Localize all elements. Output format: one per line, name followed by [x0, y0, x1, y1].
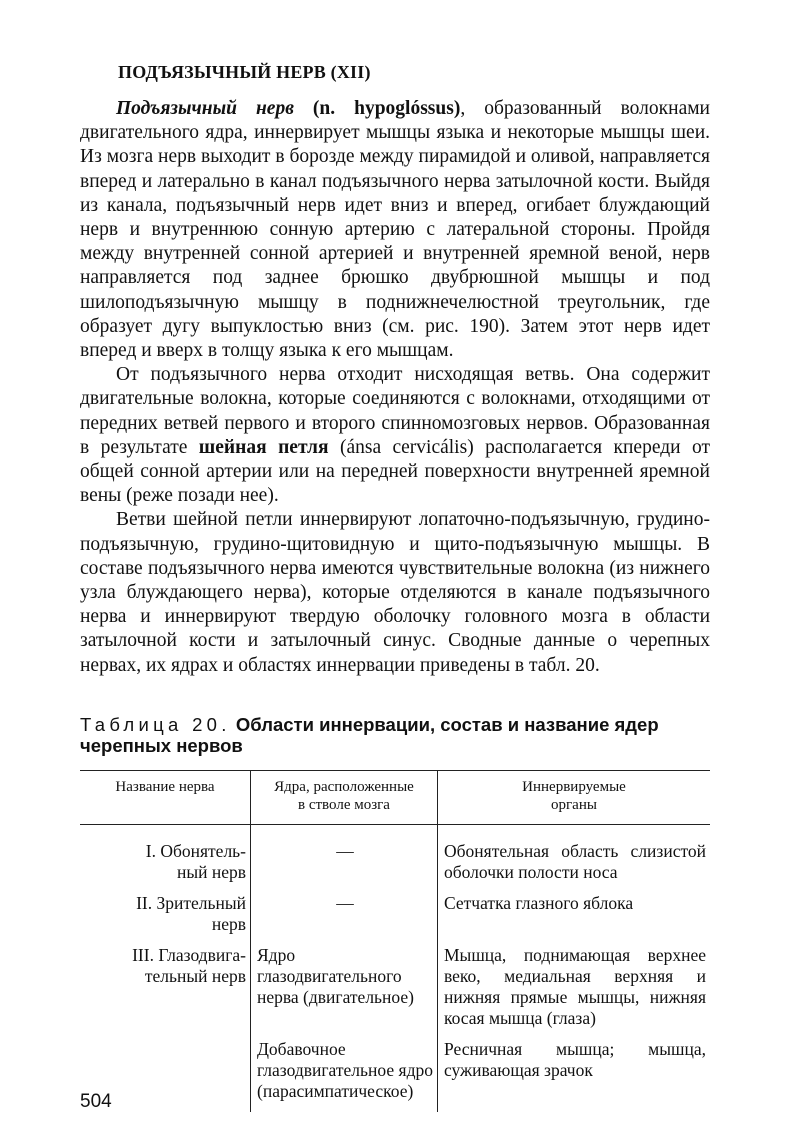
cell-organs: Обонятельная область слизистой оболочки полости носа [444, 840, 706, 882]
header-nuclei-line1: Ядра, расположенные [274, 778, 414, 795]
page-content [80, 62, 710, 1112]
header-nuclei [251, 770, 438, 824]
nerve-name-line2: нерв [211, 913, 246, 934]
paragraph-1 [80, 97, 710, 363]
table-row [80, 893, 710, 945]
nerve-name-line1: III. Глазодвига- [132, 944, 246, 965]
nerve-name-line2: ный нерв [176, 861, 246, 882]
cell-organs: Ресничная мышца; мышца, суживающая зрачок [444, 1038, 706, 1080]
paragraph-2-text-before: От подъязычного нерва отходит нисходящая ветвь. Она содержит двигательные волокна, которые соединяются с волокнами, отходящими от передних ветвей первого и второго спинномозговых нервов. Образованная в результате [80, 364, 710, 458]
cell-nerve-name [80, 945, 251, 1039]
table-caption-label: Таблица 20. [80, 713, 231, 735]
paragraph-1-text: , образованный волокнами двигательного ядра, иннервирует мышцы языка и некоторые мышцы шеи. Из мозга нерв выходит в борозде между пирамидой и оливой, направляется вперед и латерально в канал подъязычного нерва затылочной кости. Выйдя из канала, подъязычный нерв идет вниз и вперед, огибает блуждающий нерв и внутреннюю сонную артерию с латеральной стороны. Пройдя между внутренней сонной артерией и внутренней яремной веной, нерв направляется под заднее брюшко двубрюшной мышцы и под шилоподъязычную мышцу в поднижнечелюстной треугольник, где образует дугу выпуклостью вниз (см. рис. 190). Затем этот нерв идет вперед и вверх в толщу языка к его мышцам. [80, 98, 710, 362]
paragraph-2 [80, 363, 710, 508]
cell-organs: Сетчатка глазного яблока [444, 892, 634, 913]
header-nuclei-line2: в стволе мозга [298, 796, 390, 813]
cell-nerve-name [80, 893, 251, 945]
latin-term-hypoglossus: (n. hypoglóssus) [312, 98, 461, 119]
cell-organs: Мышца, поднимающая верхнее веко, медиальная верхняя и нижняя прямые мышцы, нижняя косая мышца (глаза) [444, 944, 706, 1028]
table-row [80, 824, 710, 893]
table-row [80, 945, 710, 1039]
term-hypoglossal-nerve: Подъязычный нерв [116, 98, 294, 119]
table-header-row [80, 770, 710, 824]
nerve-name-line1: I. Обонятель- [145, 840, 246, 861]
page-number: 504 [80, 1091, 112, 1112]
cell-nuclei: — [251, 824, 438, 893]
term-ansa-cervicalis: шейная петля [198, 436, 329, 458]
header-organs [438, 770, 711, 824]
table-row [80, 1039, 710, 1112]
cell-nuclei: — [251, 893, 438, 945]
cranial-nerves-table [80, 770, 710, 1112]
cell-nuclei: Ядро глазодвигательного нерва (двигательное) [251, 945, 438, 1039]
header-organs-line1: Иннервируемые [522, 778, 626, 795]
cell-nerve-name [80, 824, 251, 893]
section-heading: ПОДЪЯЗЫЧНЫЙ НЕРВ (XII) [118, 62, 371, 82]
header-organs-line2: органы [551, 796, 597, 813]
nerve-name-line2: тельный нерв [144, 965, 246, 986]
table-caption [80, 714, 710, 756]
paragraph-2-text-after: (ánsa cervicális) располагается кпереди от общей сонной артерии или на передней поверхности внутренней яремной вены (реже позади нее). [80, 436, 710, 507]
cell-nuclei: Добавочное глазодвигательное ядро (парасимпатическое) [251, 1039, 438, 1112]
nerve-name-line1: II. Зрительный [136, 892, 246, 913]
paragraph-3: Ветви шейной петли иннервируют лопаточно-подъязычную, грудино-подъязычную, грудино-щитовидную и щито-подъязычную мышцы. В составе подъязычного нерва имеются чувствительные волокна (из нижнего узла блуждающего нерва), которые отделяются в канале подъязычного нерва и иннервируют твердую оболочку головного мозга в области затылочной кости и затылочный синус. Сводные данные о черепных нервах, их ядрах и областях иннервации приведены в табл. 20. [80, 509, 710, 676]
header-nerve-name: Название нерва [80, 770, 251, 824]
table-caption-title: Области иннервации, состав и название ядер черепных нервов [80, 713, 659, 756]
